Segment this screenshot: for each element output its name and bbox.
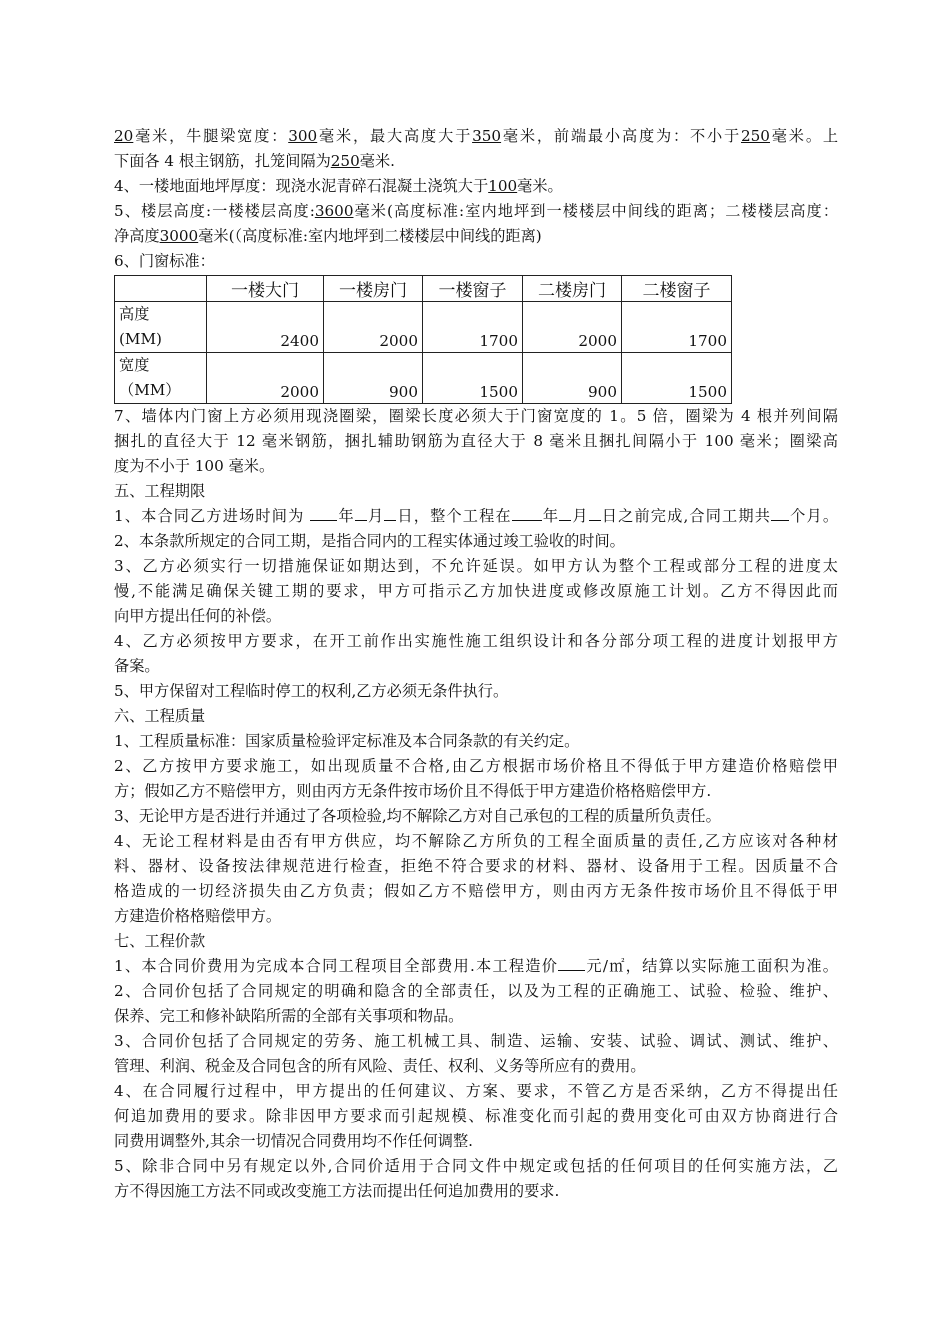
section-heading: 六、工程质量 bbox=[114, 707, 206, 725]
text-line: 2、本条款所规定的合同工期，是指合同内的工程实体通过竣工验收的时间。 bbox=[114, 532, 625, 550]
table-cell: 1500 bbox=[622, 353, 732, 404]
text-line: 5、甲方保留对工程临时停工的权利,乙方必须无条件执行。 bbox=[114, 682, 509, 700]
text-line: 2、乙方按甲方要求施工，如出现质量不合格,由乙方根据市场价格且不得低于甲方建造价格赔偿甲 bbox=[114, 757, 838, 775]
paragraph-floor-thickness: 4、一楼地面地坪厚度：现浇水泥青碎石混凝土浇筑大于100毫米。 bbox=[114, 177, 563, 195]
table-row bbox=[115, 302, 732, 353]
text-line: 保养、完工和修补缺陷所需的全部有关事项和物品。 bbox=[114, 1007, 464, 1025]
table-header-cell: 一楼窗子 bbox=[423, 276, 523, 302]
table-cell: 1700 bbox=[622, 302, 732, 353]
text-line: 慢,不能满足确保关键工期的要求，甲方可指示乙方加快进度或修改原施工计划。乙方不得因此而 bbox=[114, 582, 838, 600]
value-underlined: 20 bbox=[114, 127, 134, 145]
paragraph-term-dates: 1、本合同乙方进场时间为 年 月 日，整个工程在 年 月 日之前完成,合同工期共 个月。 bbox=[114, 507, 839, 525]
text-line: 度为不小于 100 毫米。 bbox=[114, 457, 275, 475]
text-line: 3、合同价包括了合同规定的劳务、施工机械工具、制造、运输、安装、试验、调试、测试、维护、 bbox=[114, 1032, 838, 1050]
table-header-cell: 一楼大门 bbox=[207, 276, 324, 302]
table-cell: 2000 bbox=[523, 302, 622, 353]
table-row bbox=[115, 353, 732, 404]
section-heading: 七、工程价款 bbox=[114, 932, 206, 950]
value-underlined: 350 bbox=[472, 127, 502, 145]
blank-field bbox=[355, 506, 367, 521]
table-header-cell bbox=[115, 276, 207, 302]
table-header-cell: 一楼房门 bbox=[324, 276, 423, 302]
table-cell: 2400 bbox=[207, 302, 324, 353]
text-line: 格造成的一切经济损失由乙方负责；假如乙方不赔偿甲方，则由丙方无条件按市场价且不得低于甲 bbox=[114, 882, 838, 900]
value-underlined: 250 bbox=[330, 152, 360, 170]
text-line: 4、乙方必须按甲方要求，在开工前作出实施性施工组织设计和各分部分项工程的进度计划报甲方 bbox=[114, 632, 838, 650]
row-label: 宽度 （MM） bbox=[115, 353, 207, 404]
value-underlined: 100 bbox=[488, 177, 518, 195]
paragraph-beam-spec-cont: 下面各 4 根主钢筋，扎笼间隔为250毫米. bbox=[114, 152, 395, 170]
text-line: 方建造价格格赔偿甲方。 bbox=[114, 907, 282, 925]
section-heading: 五、工程期限 bbox=[114, 482, 206, 500]
table-cell: 2000 bbox=[324, 302, 423, 353]
blank-field bbox=[310, 506, 337, 521]
text-line: 管理、利润、税金及合同包含的所有风险、责任、权利、义务等所应有的费用。 bbox=[114, 1057, 646, 1075]
blank-field bbox=[384, 506, 396, 521]
table-cell: 2000 bbox=[207, 353, 324, 404]
value-underlined: 3000 bbox=[159, 227, 199, 245]
value-underlined: 250 bbox=[740, 127, 770, 145]
paragraph-floor-height-cont: 净高度3000毫米(（高度标准:室内地坪到二楼楼层中间线的距离) bbox=[114, 227, 542, 245]
value-underlined: 300 bbox=[288, 127, 318, 145]
text-line: 同费用调整外,其余一切情况合同费用均不作任何调整. bbox=[114, 1132, 473, 1150]
row-label: 高度 (MM) bbox=[115, 302, 207, 353]
table-cell: 1700 bbox=[423, 302, 523, 353]
paragraph-door-window-title: 6、门窗标准： bbox=[114, 252, 215, 270]
table-header-cell: 二楼房门 bbox=[523, 276, 622, 302]
blank-field bbox=[589, 506, 601, 521]
text-line: 捆扎的直径大于 12 毫米钢筋，捆扎辅助钢筋为直径大于 8 毫米且捆扎间隔小于 100 毫米；圈梁高 bbox=[114, 432, 838, 450]
table-cell: 900 bbox=[324, 353, 423, 404]
blank-field bbox=[559, 506, 571, 521]
text-line: 4、在合同履行过程中，甲方提出的任何建议、方案、要求，不管乙方是否采纳，乙方不得提出任 bbox=[114, 1082, 838, 1100]
text-line: 备案。 bbox=[114, 657, 160, 675]
blank-field bbox=[558, 956, 585, 971]
blank-field bbox=[512, 506, 542, 521]
paragraph-beam-spec: 20毫米，牛腿梁宽度：300毫米，最大高度大于350毫米，前端最小高度为：不小于250毫米。上 bbox=[114, 127, 839, 145]
text-line: 向甲方提出任何的补偿。 bbox=[114, 607, 282, 625]
text-line: 7、墙体内门窗上方必须用现浇圈梁，圈梁长度必须大于门窗宽度的 1。5 倍，圈梁为 4 根并列间隔 bbox=[114, 407, 838, 425]
text-line: 3、无论甲方是否进行并通过了各项检验,均不解除乙方对自己承包的工程的质量所负责任。 bbox=[114, 807, 721, 825]
paragraph-floor-height: 5、楼层高度:一楼楼层高度:3600毫米(高度标准:室内地坪到一楼楼层中间线的距离；二楼楼层高度： bbox=[114, 202, 839, 220]
text-line: 方；假如乙方不赔偿甲方，则由丙方无条件按市场价且不得低于甲方建造价格格赔偿甲方. bbox=[114, 782, 712, 800]
door-window-table bbox=[114, 275, 732, 404]
document-body bbox=[114, 124, 838, 1204]
value-underlined: 3600 bbox=[314, 202, 354, 220]
blank-field bbox=[771, 506, 789, 521]
text-line: 5、除非合同中另有规定以外,合同价适用于合同文件中规定或包括的任何项目的任何实施方法，乙 bbox=[114, 1157, 838, 1175]
text-line: 3、乙方必须实行一切措施保证如期达到，不允许延误。如甲方认为整个工程或部分工程的进度太 bbox=[114, 557, 838, 575]
text-line: 4、无论工程材料是由否有甲方供应，均不解除乙方所负的工程全面质量的责任,乙方应该对各种材 bbox=[114, 832, 838, 850]
text-line: 1、工程质量标准：国家质量检验评定标准及本合同条款的有关约定。 bbox=[114, 732, 580, 750]
table-cell: 900 bbox=[523, 353, 622, 404]
table-cell: 1500 bbox=[423, 353, 523, 404]
text-line: 2、合同价包括了合同规定的明确和隐含的全部责任，以及为工程的正确施工、试验、检验、维护、 bbox=[114, 982, 838, 1000]
text-line: 何追加费用的要求。除非因甲方要求而引起规模、标准变化而引起的费用变化可由双方协商进行合 bbox=[114, 1107, 838, 1125]
paragraph-price: 1、本合同价费用为完成本合同工程项目全部费用.本工程造价 元/㎡，结算以实际施工面积为准。 bbox=[114, 957, 838, 975]
table-header-cell: 二楼窗子 bbox=[622, 276, 732, 302]
text-line: 料、器材、设备按法律规范进行检查，拒绝不符合要求的材料、器材、设备用于工程。因质量不合 bbox=[114, 857, 838, 875]
table-header-row bbox=[115, 276, 732, 302]
text-line: 方不得因施工方法不同或改变施工方法而提出任何追加费用的要求. bbox=[114, 1182, 560, 1200]
